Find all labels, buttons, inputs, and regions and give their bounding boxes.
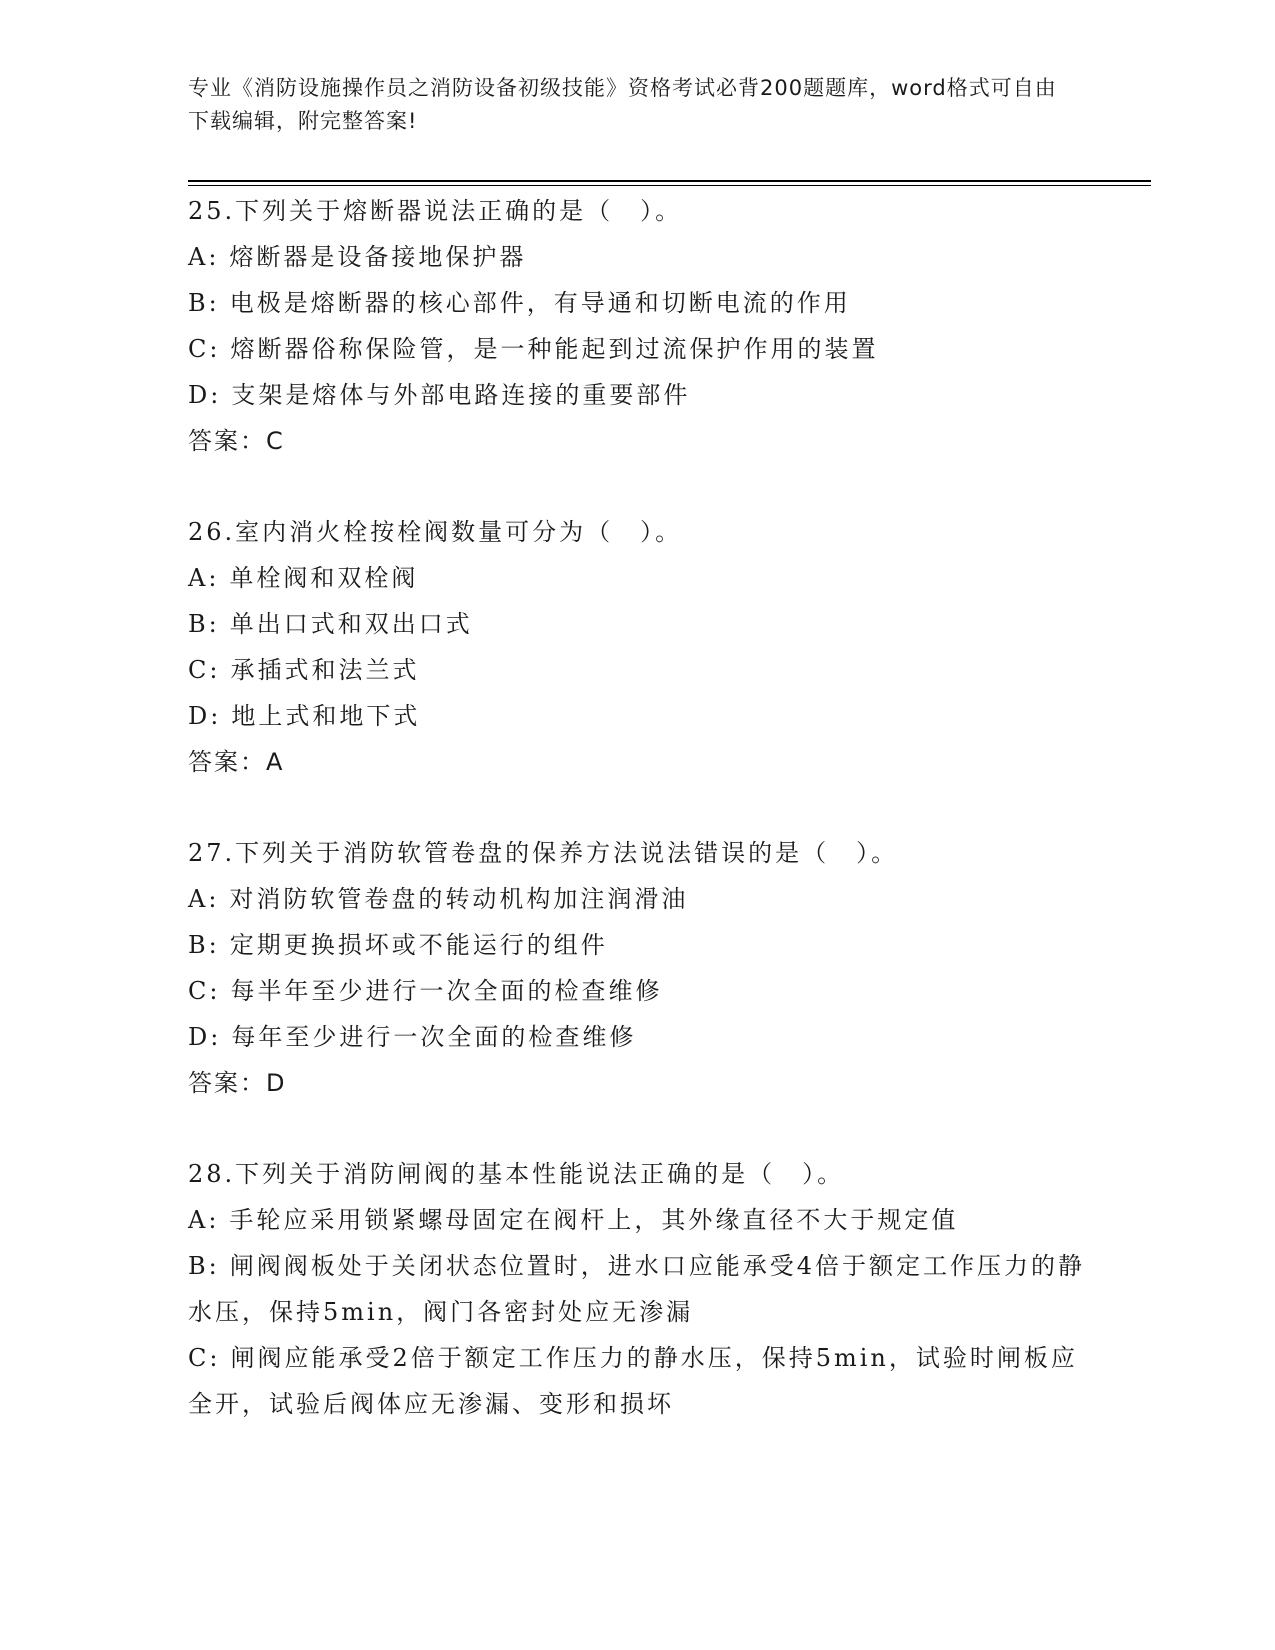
option-b [188,601,1088,647]
answer-line: 答案：D [188,1069,287,1097]
question-stem: 27.下列关于消防软管卷盘的保养方法说法错误的是（ ）。 [188,839,899,867]
question-27 [188,830,1088,1106]
option-a [188,1197,1088,1243]
option-text: 电极是熔断器的核心部件，有导通和切断电流的作用 [229,289,851,317]
option-text: 每半年至少进行一次全面的检查维修 [230,977,663,1005]
question-stem: 25.下列关于熔断器说法正确的是（ ）。 [188,197,683,225]
option-c [188,647,1088,693]
option-a [188,555,1088,601]
option-d [188,1014,1088,1060]
question-list [188,188,1088,1472]
option-letter: C: [188,1344,221,1372]
option-text: 单出口式和双出口式 [229,610,473,638]
question-stem: 26.室内消火栓按栓阀数量可分为（ ）。 [188,518,683,546]
option-a [188,234,1088,280]
option-text: 每年至少进行一次全面的检查维修 [231,1023,637,1051]
option-letter: A: [188,1206,220,1234]
option-letter: D: [188,381,222,409]
option-text: 闸阀应能承受2倍于额定工作压力的静水压，保持5min，试验时闸板应全开，试验后阀体应无渗漏、变形和损坏 [188,1344,1078,1418]
option-letter: B: [188,931,220,959]
answer-line: 答案：A [188,748,285,776]
header-text: 专业《消防设施操作员之消防设备初级技能》资格考试必背200题题库，word格式可自由下载编辑，附完整答案! [188,76,1057,133]
option-b [188,922,1088,968]
option-letter: D: [188,1023,222,1051]
option-d [188,372,1088,418]
option-text: 手轮应采用锁紧螺母固定在阀杆上，其外缘直径不大于规定值 [229,1206,959,1234]
option-letter: A: [188,885,220,913]
document-header [188,72,1068,138]
option-a [188,876,1088,922]
option-letter: D: [188,702,222,730]
question-28 [188,1151,1088,1427]
question-26 [188,509,1088,785]
option-text: 闸阀阀板处于关闭状态位置时，进水口应能承受4倍于额定工作压力的静水压，保持5min，阀门各密封处应无渗漏 [188,1252,1086,1326]
option-text: 熔断器俗称保险管，是一种能起到过流保护作用的装置 [230,335,879,363]
option-text: 承插式和法兰式 [230,656,420,684]
question-stem: 28.下列关于消防闸阀的基本性能说法正确的是（ ）。 [188,1160,845,1188]
question-25 [188,188,1088,464]
option-letter: C: [188,977,221,1005]
option-letter: A: [188,564,220,592]
option-letter: B: [188,289,220,317]
option-b [188,1243,1088,1335]
option-letter: A: [188,243,220,271]
header-rule-thin [188,185,1151,186]
option-c [188,326,1088,372]
option-text: 单栓阀和双栓阀 [229,564,419,592]
option-b [188,280,1088,326]
option-letter: B: [188,610,220,638]
option-text: 熔断器是设备接地保护器 [229,243,527,271]
option-text: 定期更换损坏或不能运行的组件 [229,931,608,959]
option-c [188,968,1088,1014]
option-d [188,693,1088,739]
option-letter: C: [188,656,221,684]
header-rule-thick [188,180,1151,182]
option-letter: C: [188,335,221,363]
option-letter: B: [188,1252,220,1280]
option-text: 支架是熔体与外部电路连接的重要部件 [231,381,691,409]
option-text: 地上式和地下式 [231,702,421,730]
option-text: 对消防软管卷盘的转动机构加注润滑油 [229,885,689,913]
answer-line: 答案：C [188,427,285,455]
option-c [188,1335,1088,1427]
